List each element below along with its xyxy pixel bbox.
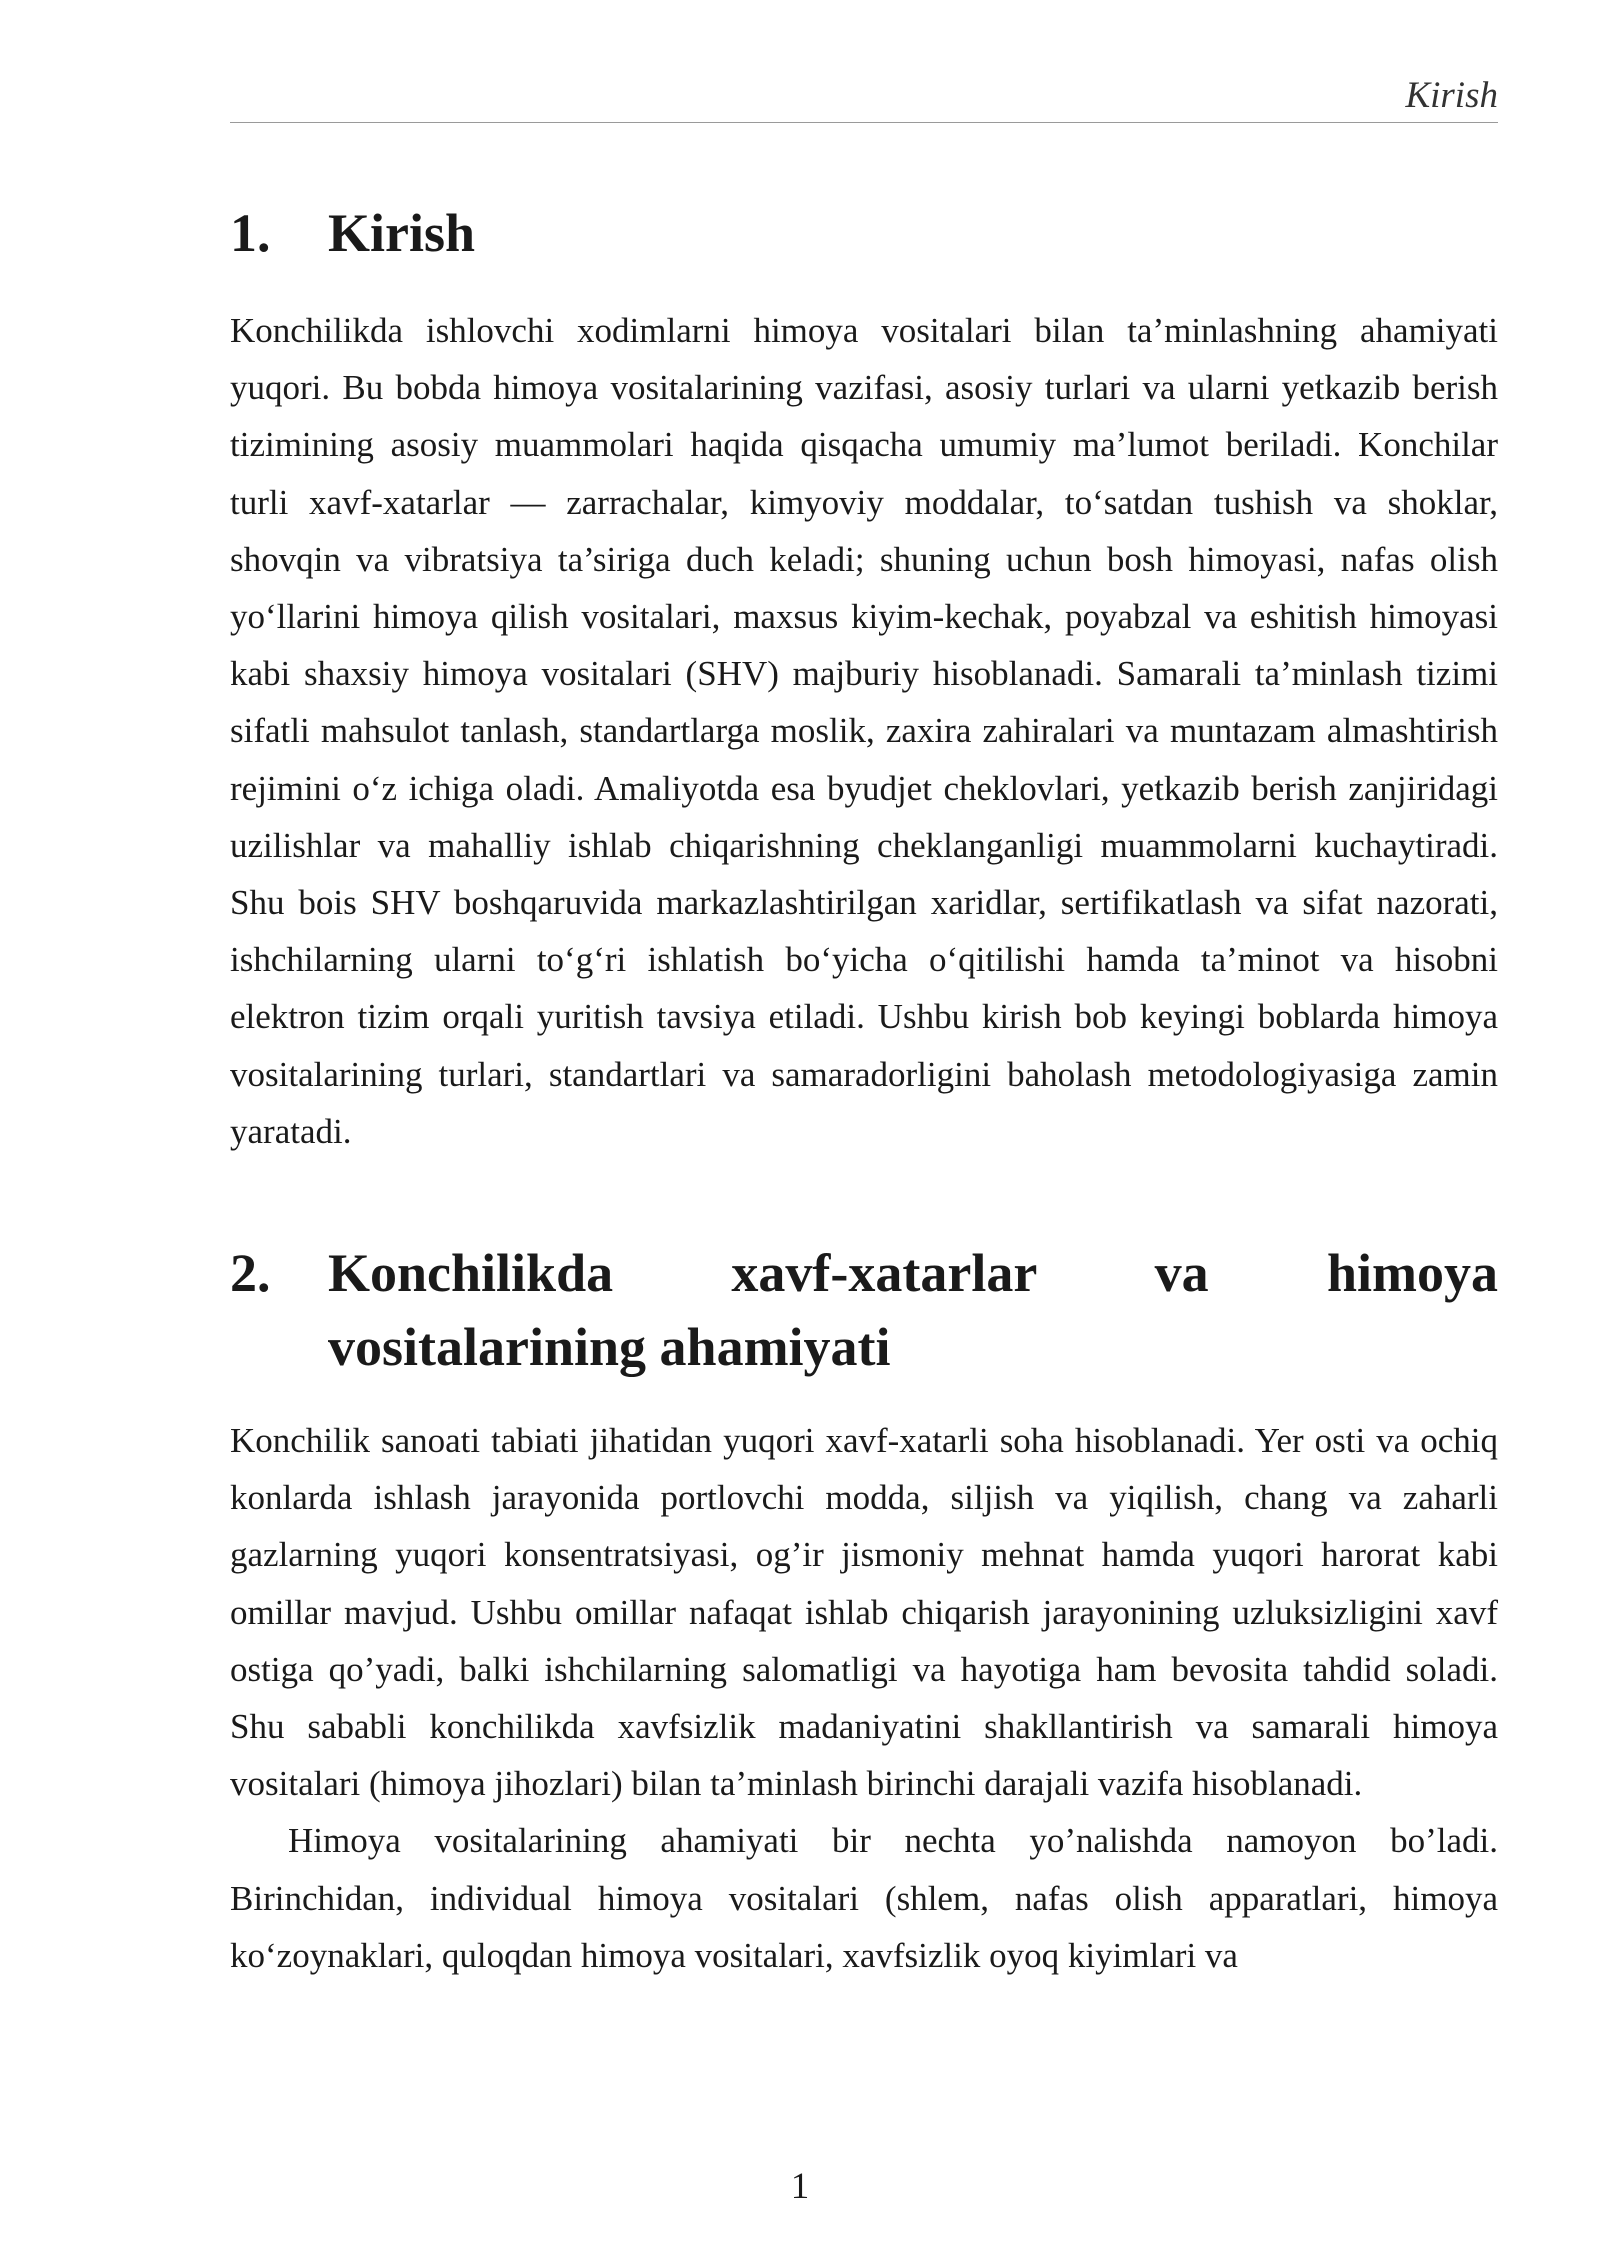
- running-header: Kirish: [1405, 75, 1498, 116]
- section-heading-2: [230, 1236, 1498, 1384]
- body-paragraph: Konchilik sanoati tabiati jihatidan yuqori xavf-xatarli soha hisoblanadi. Yer osti va ochiq konlarda ishlash jarayonida portlovchi modda, siljish va yiqilish, chang va zaharli gazlarning yuqori konsentratsiyasi, og’ir jismoniy mehnat hamda yuqori harorat kabi omillar mavjud. Ushbu omillar nafaqat ishlab chiqarish jarayonining uzluksizligini xavf ostiga qo’yadi, balki ishchilarning salomatligi va hayotiga ham bevosita tahdid soladi. Shu sababli konchilikda xavfsizlik madaniyatini shakllantirish va samarali himoya vositalari (himoya jihozlari) bilan ta’minlash birinchi darajali vazifa hisoblanadi.: [230, 1421, 1498, 1804]
- section-number: 2.: [230, 1243, 271, 1304]
- header-rule: [230, 122, 1498, 123]
- page-number: 1: [790, 2166, 810, 2207]
- section-heading-1: [230, 196, 1498, 270]
- body-paragraph: Konchilikda ishlovchi xodimlarni himoya vositalari bilan ta’minlashning ahamiyati yuqori. Bu bobda himoya vositalarining vazifasi, asosiy turlari va ularni yetkazib berish tizimining asosiy muammolari haqida qisqacha umumiy ma’lumot beriladi. Konchilar turli xavf-xatarlar — zarrachalar, kimyoviy moddalar, to‘satdan tushish va shoklar, shovqin va vibratsiya ta’siriga duch keladi; shuning uchun bosh himoyasi, nafas olish yo‘llarini himoya qilish vositalari, maxsus kiyim-kechak, poyabzal va eshitish himoyasi kabi shaxsiy himoya vositalari (SHV) majburiy hisoblanadi. Samarali ta’minlash tizimi sifatli mahsulot tanlash, standartlarga moslik, zaxira zahiralari va muntazam almashtirish rejimini o‘z ichiga oladi. Amaliyotda esa byudjet cheklovlari, yetkazib berish zanjiridagi uzilishlar va mahalliy ishlab chiqarishning cheklanganligi muammolarni kuchaytiradi. Shu bois SHV boshqaruvida markazlashtirilgan xaridlar, sertifikatlash va sifat nazorati, ishchilarning ularni to‘g‘ri ishlatish bo‘yicha o‘qitilishi hamda ta’minot va hisobni elektron tizim orqali yuritish tavsiya etiladi. Ushbu kirish bob keyingi boblarda himoya vositalarining turlari, standartlari va samaradorligini baholash metodologiyasiga zamin yaratadi.: [230, 311, 1498, 1151]
- section-title: Kirish: [328, 203, 476, 263]
- section-title: Konchilikda xavf-xatarlar va himoya vositalarining ahamiyati: [328, 1243, 1498, 1378]
- section-number: 1.: [230, 203, 271, 263]
- page-content: [230, 196, 1498, 1984]
- body-paragraph: Himoya vositalarining ahamiyati bir nechta yo’nalishda namoyon bo’ladi. Birinchidan, individual himoya vositalari (shlem, nafas olish apparatlari, himoya ko‘zoynaklari, quloqdan himoya vositalari, xavfsizlik oyoq kiyimlari va: [230, 1821, 1498, 1975]
